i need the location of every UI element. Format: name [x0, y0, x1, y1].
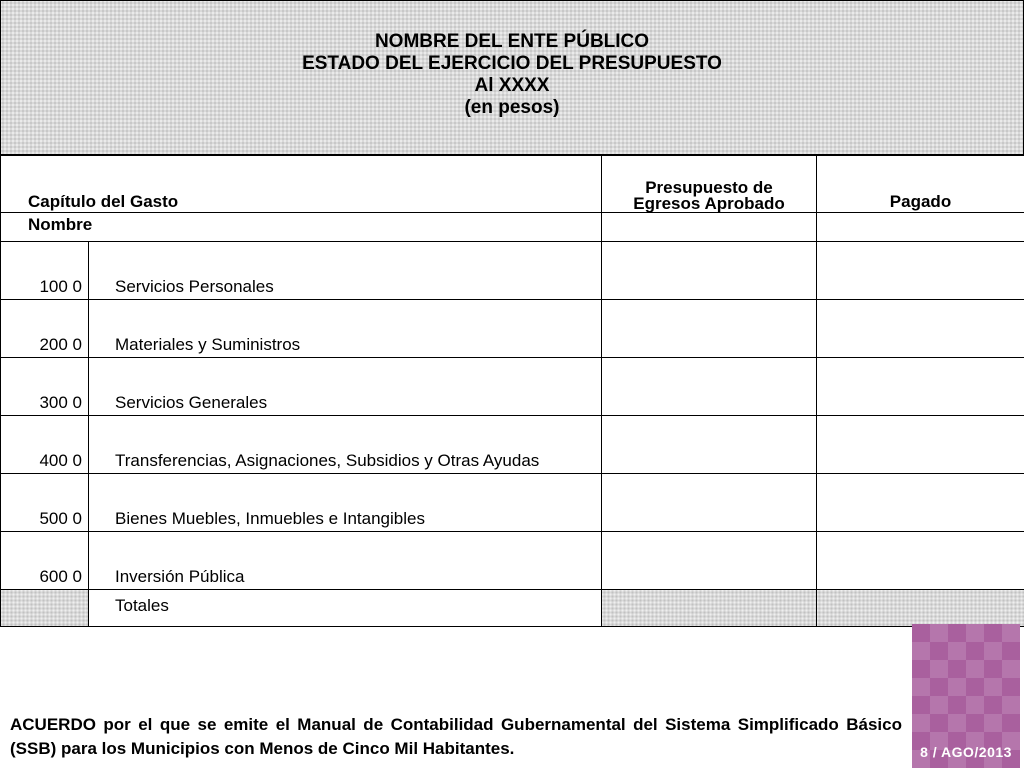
chapter-code: 100 0 [1, 242, 89, 300]
column-header-approved-line1: Presupuesto de [645, 178, 773, 197]
report-units: (en pesos) [464, 97, 560, 118]
totals-label: Totales [89, 590, 602, 627]
table-row [1, 416, 1024, 474]
table-row [1, 300, 1024, 358]
budget-table [0, 154, 1024, 627]
approved-cell [602, 300, 817, 358]
footer-note: ACUERDO por el que se emite el Manual de Contabilidad Gubernamental del Sistema Simplificado Básico (SSB) para los Municipios con Menos de Cinco Mil Habitantes. [10, 715, 902, 758]
table-row [1, 474, 1024, 532]
chapter-name: Servicios Generales [89, 358, 602, 416]
table-row [1, 532, 1024, 590]
chapter-name: Inversión Pública [89, 532, 602, 590]
chapter-code: 400 0 [1, 416, 89, 474]
paid-cell [817, 532, 1024, 590]
totals-code-cell [1, 590, 89, 627]
paid-cell [817, 358, 1024, 416]
approved-cell [602, 532, 817, 590]
chapter-name: Materiales y Suministros [89, 300, 602, 358]
entity-name: NOMBRE DEL ENTE PÚBLICO [374, 31, 650, 52]
chapter-name: Transferencias, Asignaciones, Subsidios y Otras Ayudas [89, 416, 602, 474]
approved-cell [602, 242, 817, 300]
chapter-code: 300 0 [1, 358, 89, 416]
report-date: Al XXXX [474, 75, 550, 96]
report-header [0, 0, 1024, 156]
approved-cell [602, 358, 817, 416]
chapter-name: Servicios Personales [89, 242, 602, 300]
chapter-code: 600 0 [1, 532, 89, 590]
date-badge-text: 8 / AGO/2013 [920, 744, 1012, 760]
table-row [1, 358, 1024, 416]
subheader-row [1, 213, 1024, 242]
totals-approved-cell [602, 590, 817, 627]
date-badge [912, 624, 1020, 768]
totals-paid-cell [817, 590, 1024, 627]
chapter-name: Bienes Muebles, Inmuebles e Intangibles [89, 474, 602, 532]
paid-cell [817, 474, 1024, 532]
approved-cell [602, 416, 817, 474]
column-header-approved [602, 155, 817, 213]
approved-cell [602, 474, 817, 532]
column-header-paid: Pagado [817, 155, 1024, 213]
chapter-code: 500 0 [1, 474, 89, 532]
paid-cell [817, 300, 1024, 358]
column-header-row [1, 155, 1024, 213]
paid-cell [817, 242, 1024, 300]
report-title: ESTADO DEL EJERCICIO DEL PRESUPUESTO [302, 53, 722, 74]
column-header-approved-line2: Egresos Aprobado [633, 194, 785, 213]
subheader-paid-cell [817, 213, 1024, 242]
column-header-chapter: Capítulo del Gasto [1, 155, 602, 213]
paid-cell [817, 416, 1024, 474]
subheader-name: Nombre [1, 213, 602, 242]
table-row [1, 242, 1024, 300]
chapter-code: 200 0 [1, 300, 89, 358]
subheader-approved-cell [602, 213, 817, 242]
totals-row [1, 590, 1024, 627]
